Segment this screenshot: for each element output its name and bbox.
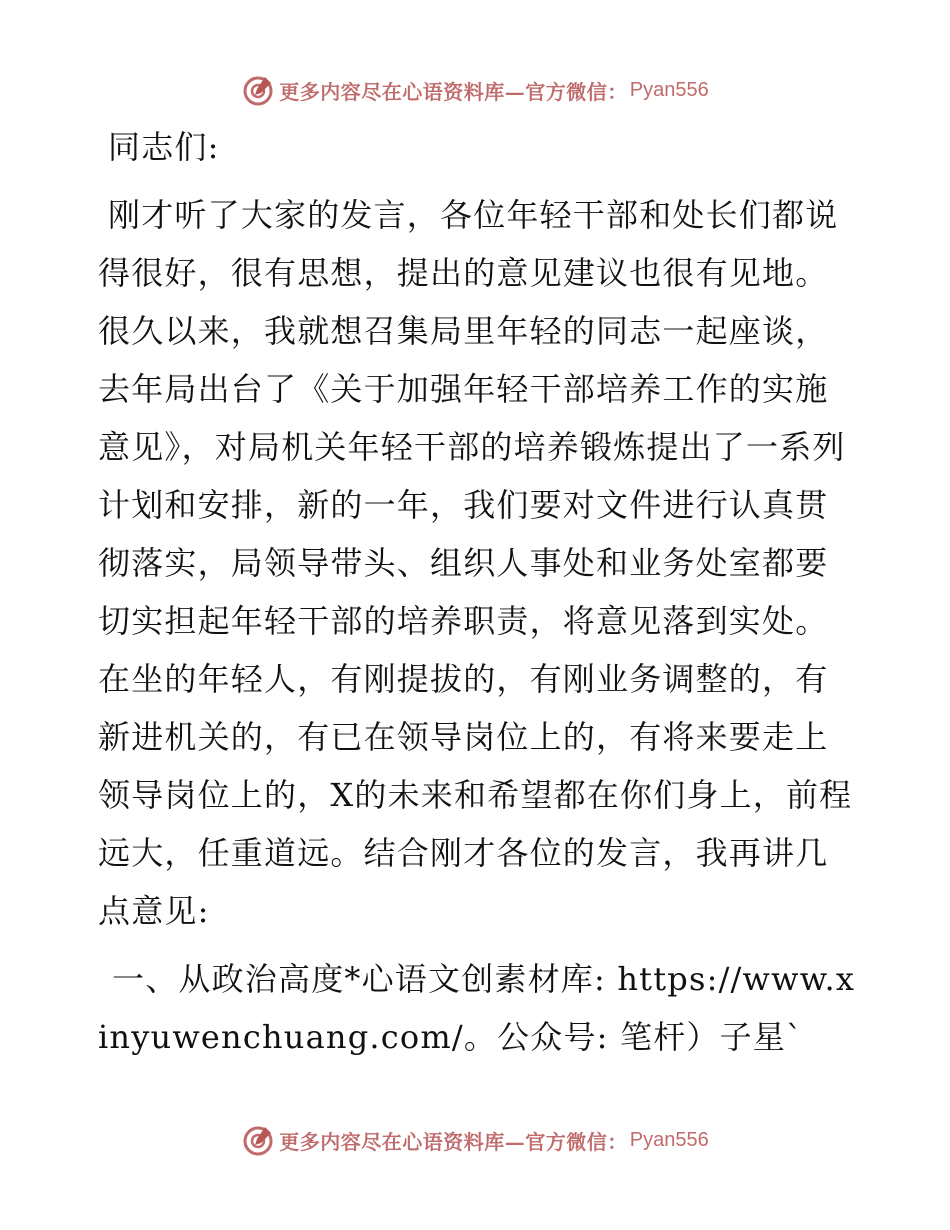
section-heading-1: 一、从政治高度*心语文创素材库: https://www.xinyuwenchuang.com/。公众号: 笔杆）子星` <box>98 960 856 1056</box>
pen-nib-icon <box>241 1123 275 1157</box>
pen-nib-icon <box>241 73 275 107</box>
footer-watermark <box>0 1120 950 1160</box>
salutation: 同志们: <box>108 128 220 166</box>
header-watermark <box>0 70 950 110</box>
body-paragraph: 刚才听了大家的发言，各位年轻干部和处长们都说得很好，很有思想，提出的意见建议也很有见地。很久以来，我就想召集局里年轻的同志一起座谈，去年局出台了《关于加强年轻干部培养工作的实施意见》，对局机关年轻干部的培养锻炼提出了一系列计划和安排，新的一年，我们要对文件进行认真贯彻落实，局领导带头、组织人事处和业务处室都要切实担起年轻干部的培养职责，将意见落到实处。在坐的年轻人，有刚提拔的，有刚业务调整的，有新进机关的，有已在领导岗位上的，有将来要走上领导岗位上的，X的未来和希望都在你们身上，前程远大，任重道远。结合刚才各位的发言，我再讲几点意见: <box>98 196 853 930</box>
brand-text: 更多内容尽在心语资料库—官方微信： <box>279 1129 628 1154</box>
brand-wechat-id: Pyan556 <box>629 1128 709 1151</box>
document-body <box>98 118 858 1066</box>
brand-text: 更多内容尽在心语资料库—官方微信： <box>279 79 628 104</box>
brand-wechat-id: Pyan556 <box>629 78 709 101</box>
